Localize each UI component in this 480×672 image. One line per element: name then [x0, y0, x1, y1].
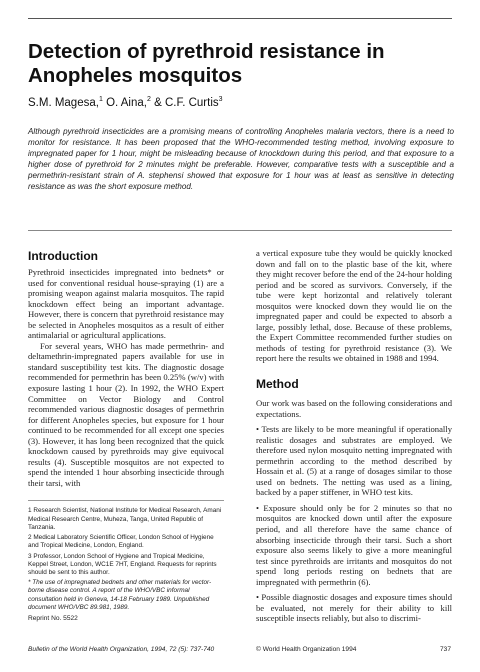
- left-column: [28, 248, 224, 624]
- method-bullet-1: • Tests are likely to be more meaningful if operationally realistic dosages and substrates are employed. We therefore used nylon mosquito netting impregnated with permethrin according to the method described by Hossain et al. (5) at a range of dosages similar to those used on bednets. The netting was used as a lining, backed by a paper stiffener, in WHO test kits.: [256, 424, 452, 498]
- footnote-2: 2 Medical Laboratory Scientific Officer, London School of Hygiene and Tropical Medicine, London, England.: [28, 534, 214, 550]
- copyright: © World Health Organization 1994: [256, 646, 357, 653]
- method-bullet-2: • Exposure should only be for 2 minutes so that no mosquitos are knocked down until after the exposure period, and all therefore have the same chance of absorbing insecticide through their tarsi. Such a short exposure also seems likely to give a more meaningful test since pyrethroids are irritants and mosquitos do not spend long periods resting on bednets that are impregnated with permethrin (6).: [256, 502, 452, 587]
- reprint-number: Reprint No. 5522: [28, 614, 78, 622]
- top-rule: [28, 18, 452, 19]
- author-2: O. Aina,$^2$: [106, 96, 151, 109]
- introduction-paragraph-2: For several years, WHO has made permethrin- and deltamethrin-impregnated papers available for use in standard susceptibility test kits. The diagnostic dosage recommended for permethrin has been 0.25% (w/v) with exposure lasting 1 hour (2). In 1992, the WHO Expert Committee on Vector Biology and Control recommended various diagnostic dosages of permethrin for different Anopheles species, but exposure for 1 hour continued to be recommended for all except one species (3). However, it has long been recognized that the quick knockdown caused by pyrethroids may give equivocal results (4). Susceptible mosquitos are not expected to spend the intended 1 hour absorbing insecticide through their tarsi, with: [28, 340, 224, 488]
- method-intro: Our work was based on the following considerations and expectations.: [256, 398, 452, 419]
- section-divider: [28, 230, 452, 231]
- author-1: S.M. Magesa,$^1$: [28, 96, 103, 109]
- author-3: & C.F. Curtis$^3$: [154, 96, 223, 109]
- method-bullet-3: • Possible diagnostic dosages and exposure times should be evaluated, not merely for their ability to kill susceptible insects reliably, but also to discrimi-: [256, 592, 452, 624]
- journal-citation: Bulletin of the World Health Organization, 1994, 72 (5): 737-740: [28, 646, 215, 653]
- footnote-3: 3 Professor, London School of Hygiene and Tropical Medicine, Keppel Street, London, WC1E 7HT, England. Requests for reprints should be sent to this author.: [28, 552, 217, 576]
- footnote-rule: [28, 500, 224, 501]
- right-column: [256, 248, 452, 624]
- abstract: Although pyrethroid insecticides are a promising means of controlling Anopheles malaria vectors, there is a need to monitor for resistance. It has been proposed that the WHO-recommended testing method, involving exposure to impregnated paper for 1 hour, might be misleading because of knockdown during this period, and that exposure to a higher dose of pyrethroid for 2 minutes might be preferable. However, comparative tests with a susceptible and a permethrin-resistant strain of A. stephensi showed that exposure for 1 hour was at least as sensitive in detecting resistance as was the short exposure method.: [28, 127, 454, 191]
- article-title: Detection of pyrethroid resistance in Anopheles mosquitos: [28, 40, 385, 87]
- introduction-heading: Introduction: [28, 249, 98, 263]
- page-number: 737: [440, 646, 452, 653]
- introduction-continued: a vertical exposure tube they would be quickly knocked down and fall on to the plastic base of the kit, where they might recover before the end of the 24-hour holding period and be scored as survivors. Conversely, if the tube were kept horizontal and relatively tolerant mosquitos were knocked down they would lie on the impregnated paper and could be expected to absorb a large, possibly lethal, dose. Because of these problems, the Expert Committee recommended further studies on methods of testing for pyrethroid resistance (3). We report here the results we obtained in 1988 and 1994.: [256, 248, 452, 364]
- author-line: [28, 96, 448, 109]
- introduction-paragraph-1: Pyrethroid insecticides impregnated into bednets* or used for conventional residual house-spraying (1) are a promising weapon against malaria mosquitos. The rapid knockdown effect being an important advantage. However, there is concern that pyrethroid resistance may be selected in Anopheles mosquitos as a result of either antimalarial or agricultural applications.: [28, 267, 224, 341]
- footnote-4: * The use of impregnated bednets and other materials for vector-borne disease control. A report of the WHO/VBC informal consultation held in Geneva, 14-18 February 1989. Unpublished document WHO/VBC 89.981, 1989.: [28, 579, 212, 611]
- method-heading: Method: [256, 377, 299, 392]
- footnote-1: 1 Research Scientist, National Institute for Medical Research, Amani Medical Research Centre, Muheza, Tanga, United Republic of Tanzania.: [28, 507, 222, 531]
